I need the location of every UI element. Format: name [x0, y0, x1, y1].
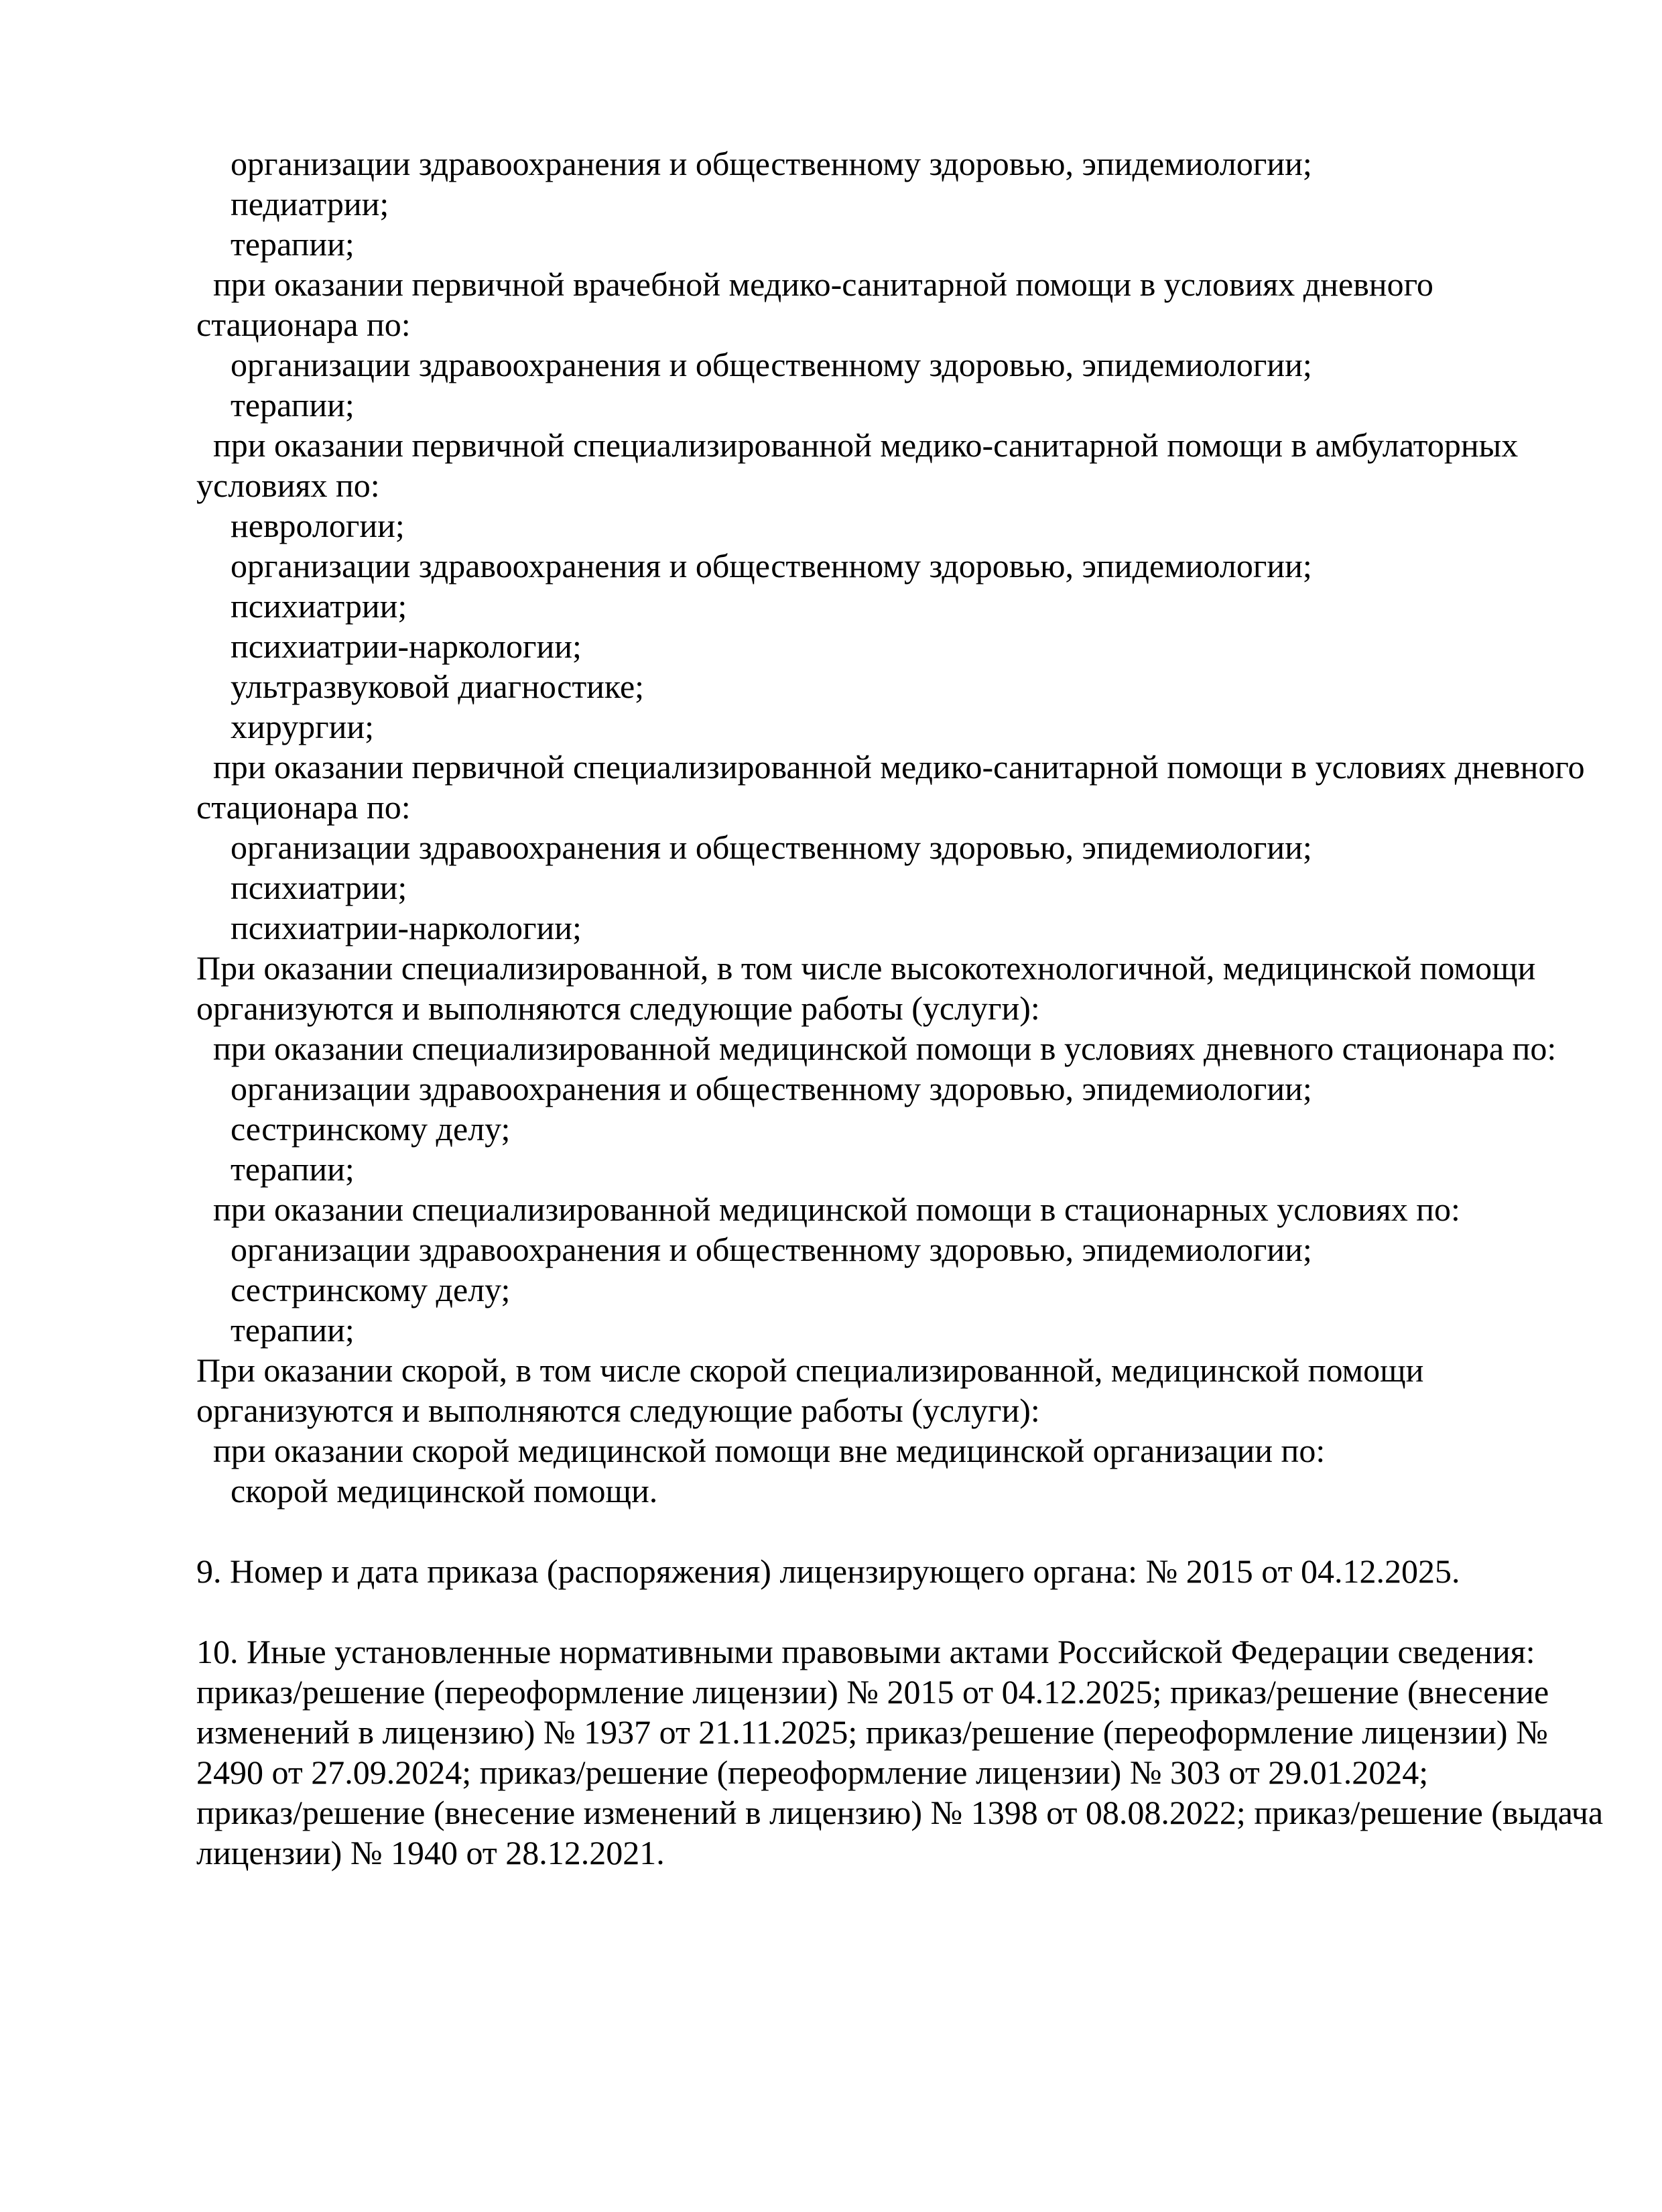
text-line-29: сестринскому делу; [231, 1271, 511, 1308]
text-line-8: при оказании первичной специализированной медико-санитарной помощи в амбулаторных [213, 426, 1519, 464]
text-line-37 [196, 1591, 1501, 1632]
text-line-13: психиатрии-наркологии; [231, 627, 582, 665]
text-line-34: скорой медицинской помощи. [231, 1472, 658, 1510]
text-line-11: организации здравоохранения и общественному здоровью, эпидемиологии; [231, 547, 1312, 585]
text-line-12: психиатрии; [231, 587, 407, 625]
text-line-41: 2490 от 27.09.2024; приказ/решение (переоформление лицензии) № 303 от 29.01.2024; [196, 1754, 1429, 1791]
text-line-18: организации здравоохранения и общественному здоровью, эпидемиологии; [231, 828, 1312, 866]
text-line-32: организуются и выполняются следующие работы (услуги): [196, 1392, 1040, 1429]
text-line-39: приказ/решение (переоформление лицензии) № 2015 от 04.12.2025; приказ/решение (внесение [196, 1673, 1549, 1711]
text-line-14: ультразвуковой диагностике; [231, 668, 645, 705]
text-line-26: терапии; [231, 1150, 355, 1188]
text-line-22: организуются и выполняются следующие работы (услуги): [196, 989, 1040, 1027]
text-line-15: хирургии; [231, 708, 375, 745]
text-line-21: При оказании специализированной, в том числе высокотехнологичной, медицинской помощи [196, 949, 1536, 987]
text-line-2: педиатрии; [231, 185, 389, 223]
text-line-42: приказ/решение (внесение изменений в лицензию) № 1398 от 08.08.2022; приказ/решение (выдача [196, 1794, 1604, 1831]
text-line-36: 9. Номер и дата приказа (распоряжения) лицензирующего органа: № 2015 от 04.12.2025. [196, 1552, 1460, 1590]
text-line-24: организации здравоохранения и общественному здоровью, эпидемиологии; [231, 1070, 1312, 1107]
text-line-23: при оказании специализированной медицинской помощи в условиях дневного стационара по: [213, 1030, 1557, 1067]
text-line-43: лицензии) № 1940 от 28.12.2021. [196, 1834, 665, 1871]
text-line-27: при оказании специализированной медицинской помощи в стационарных условиях по: [213, 1190, 1460, 1228]
text-line-20: психиатрии-наркологии; [231, 909, 582, 946]
text-line-9: условиях по: [196, 467, 380, 504]
text-line-7: терапии; [231, 386, 355, 424]
text-line-40: изменений в лицензию) № 1937 от 21.11.2025; приказ/решение (переоформление лицензии) № [196, 1713, 1548, 1751]
text-line-19: психиатрии; [231, 869, 407, 906]
text-line-33: при оказании скорой медицинской помощи вне медицинской организации по: [213, 1432, 1326, 1469]
text-line-28: организации здравоохранения и общественному здоровью, эпидемиологии; [231, 1231, 1312, 1268]
text-line-31: При оказании скорой, в том числе скорой специализированной, медицинской помощи [196, 1351, 1424, 1389]
text-line-1: организации здравоохранения и общественному здоровью, эпидемиологии; [231, 145, 1312, 182]
text-line-30: терапии; [231, 1311, 355, 1349]
text-line-38: 10. Иные установленные нормативными правовыми актами Российской Федерации сведения: [196, 1633, 1535, 1670]
text-line-35 [196, 1511, 1501, 1551]
text-line-3: терапии; [231, 225, 355, 263]
text-line-16: при оказании первичной специализированной медико-санитарной помощи в условиях дневного [213, 748, 1585, 786]
text-line-6: организации здравоохранения и общественному здоровью, эпидемиологии; [231, 346, 1312, 383]
text-line-17: стационара по: [196, 788, 411, 826]
text-line-25: сестринскому делу; [231, 1110, 511, 1148]
text-line-5: стационара по: [196, 306, 411, 343]
text-line-10: неврологии; [231, 507, 405, 544]
text-line-4: при оказании первичной врачебной медико-санитарной помощи в условиях дневного [213, 265, 1433, 303]
